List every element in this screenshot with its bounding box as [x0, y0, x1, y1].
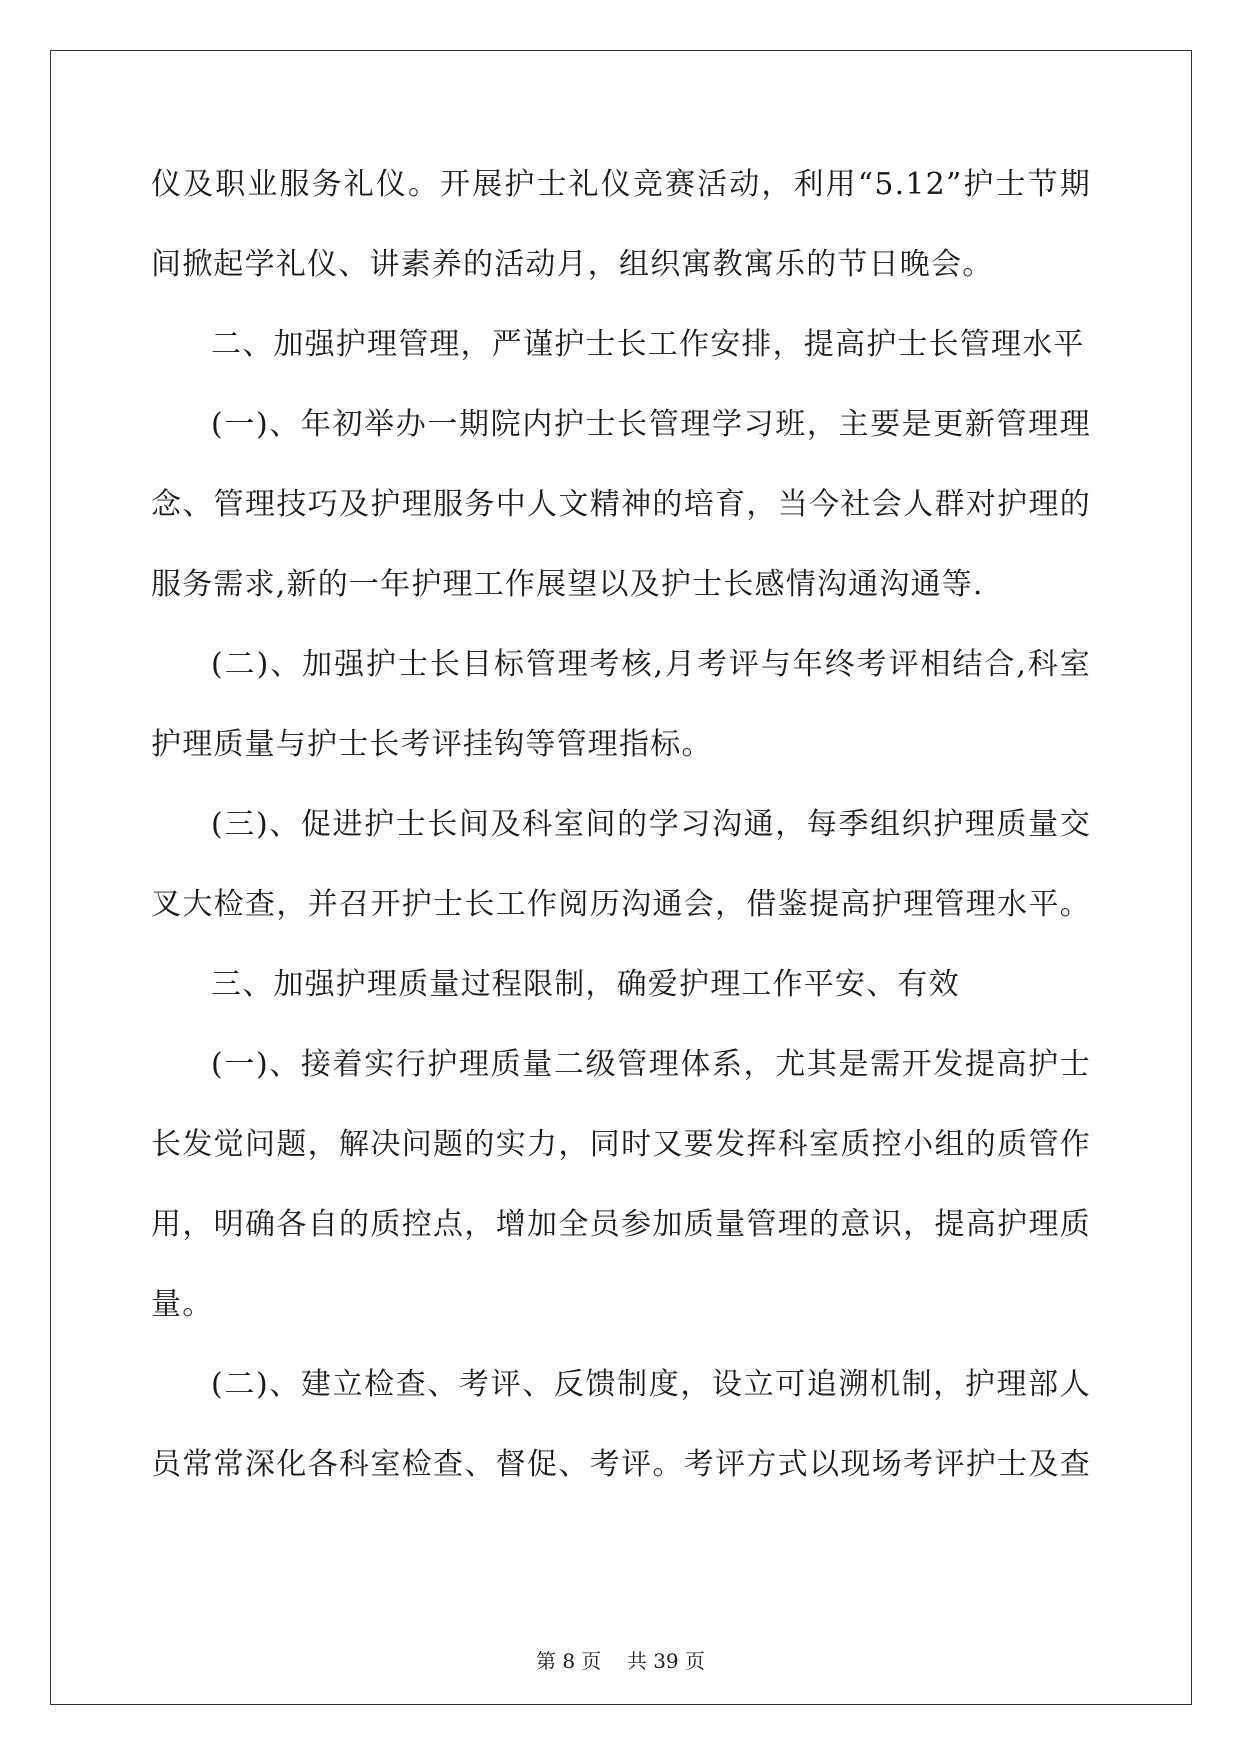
- page-number: 第 8 页 共 39 页: [535, 1649, 706, 1673]
- text-line: (一)、接着实行护理质量二级管理体系，尤其是需开发提高护士: [211, 1047, 1091, 1082]
- text-line: 量。: [151, 1287, 214, 1322]
- text-line: 念、管理技巧及护理服务中人文精神的培育，当今社会人群对护理的: [151, 487, 1091, 522]
- text-line: 仪及职业服务礼仪。开展护士礼仪竞赛活动，利用“5.12”护士节期: [151, 167, 1091, 202]
- text-line: (三)、促进护士长间及科室间的学习沟通，每季组织护理质量交: [211, 807, 1091, 842]
- text-line: 间掀起学礼仪、讲素养的活动月，组织寓教寓乐的节日晚会。: [151, 247, 994, 282]
- text-line: 员常常深化各科室检查、督促、考评。考评方式以现场考评护士及查: [151, 1447, 1091, 1482]
- section-heading: 二、加强护理管理，严谨护士长工作安排，提高护士长管理水平: [211, 327, 1085, 362]
- document-body: [151, 160, 1091, 1520]
- text-line: 叉大检查，并召开护士长工作阅历沟通会，借鉴提高护理管理水平。: [151, 887, 1091, 922]
- text-line: 用，明确各自的质控点，增加全员参加质量管理的意识，提高护理质: [151, 1207, 1091, 1242]
- text-line: (二)、加强护士长目标管理考核,月考评与年终考评相结合,科室: [211, 647, 1091, 682]
- text-line: 服务需求,新的一年护理工作展望以及护士长感情沟通沟通等.: [151, 567, 984, 602]
- text-line: 护理质量与护士长考评挂钩等管理指标。: [151, 727, 713, 762]
- section-heading: 三、加强护理质量过程限制，确爱护理工作平安、有效: [211, 967, 960, 1002]
- text-line: 长发觉问题，解决问题的实力，同时又要发挥科室质控小组的质管作: [151, 1127, 1091, 1162]
- page-footer: [0, 1646, 1241, 1676]
- text-line: (一)、年初举办一期院内护士长管理学习班，主要是更新管理理: [211, 407, 1091, 442]
- text-line: (二)、建立检查、考评、反馈制度，设立可追溯机制，护理部人: [211, 1367, 1091, 1402]
